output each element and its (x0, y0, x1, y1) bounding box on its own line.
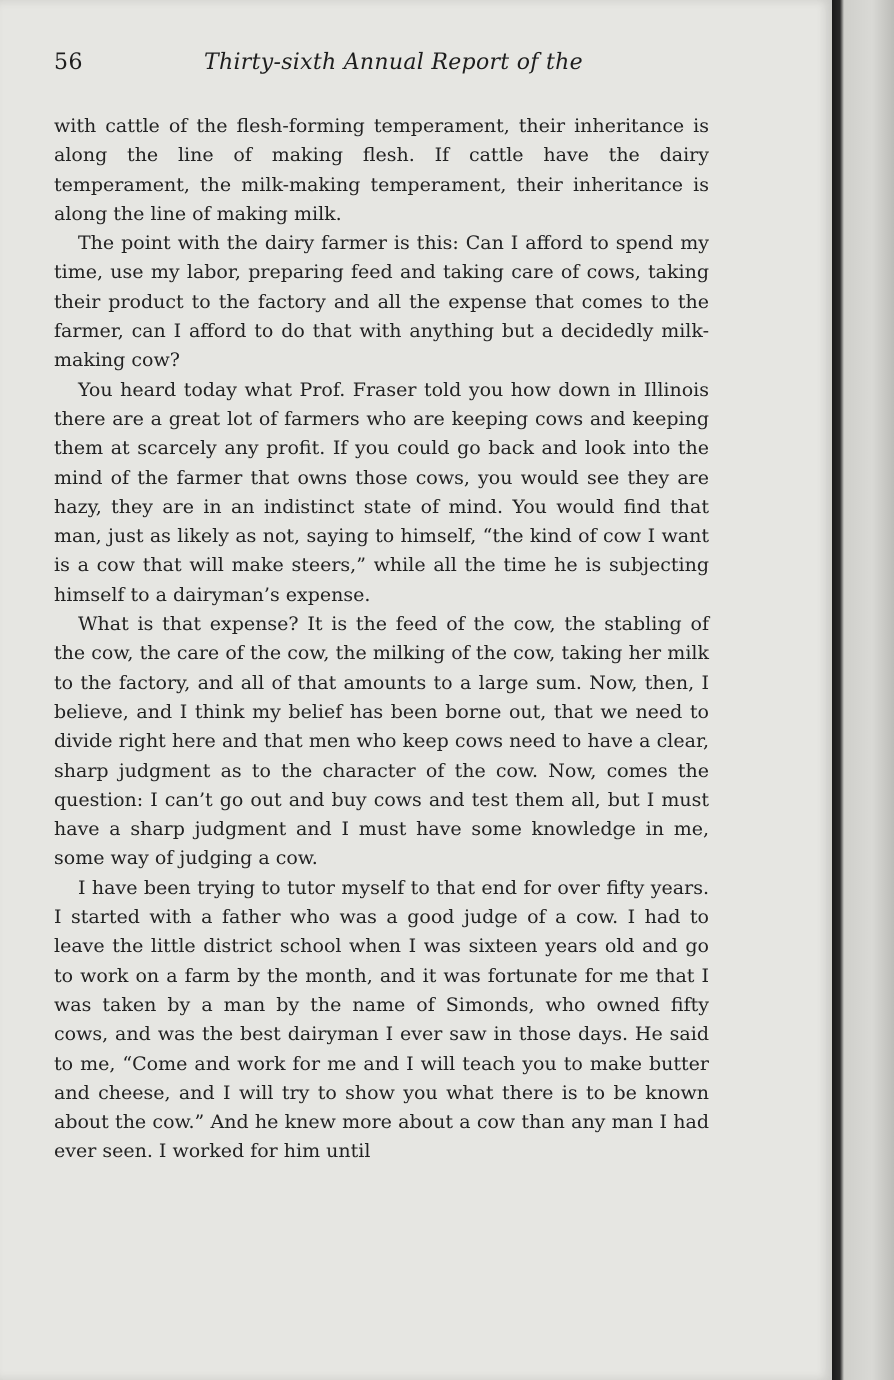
paragraph: You heard today what Prof. Fraser told you how down in Illinois there are a great lot of farmers who are keeping cows and keeping them at scarcely any profit. If you could go back and look into the mind of the farmer that owns those cows, you would see they are hazy, they are in an indistinct state of mind. You would find that man, just as likely as not, saying to himself, “the kind of cow I want is a cow that will make steers,” while all the time he is subjecting himself to a dairyman’s expense. (54, 378, 709, 606)
paragraph: What is that expense? It is the feed of the cow, the stabling of the cow, the care of the cow, the milking of the cow, taking her milk to the factory, and all of that amounts to a large sum. Now, then, I believe, and I think my belief has been borne out, that we need to divide right here and that men who keep cows need to have a clear, sharp judgment as to the character of the cow. Now, comes the question: I can’t go out and buy cows and test them all, but I must have a sharp judgment and I must have some knowledge in me, some way of judging a cow. (54, 613, 709, 870)
paragraph: with cattle of the flesh-forming temperament, their inheritance is along the line of making flesh. If cattle have the dairy temperament, the milk-making temperament, their inheritance is along the line of making milk. (54, 115, 709, 225)
page-number: 56 (54, 50, 83, 75)
adjacent-page-edge (832, 0, 894, 1380)
paragraph: The point with the dairy farmer is this: Can I afford to spend my time, use my labor, preparing feed and taking care of cows, taking their product to the factory and all the expense that comes to the farmer, can I afford to do that with anything but a decidedly milk-making cow? (54, 232, 709, 372)
page-header (54, 50, 714, 90)
body-text (54, 112, 709, 1167)
running-title: Thirty-sixth Annual Report of the (204, 50, 583, 75)
paragraph: I have been trying to tutor myself to that end for over fifty years. I started with a father who was a good judge of a cow. I had to leave the little district school when I was sixteen years old and go to work on a farm by the month, and it was fortunate for me that I was taken by a man by the name of Simonds, who owned fifty cows, and was the best dairyman I ever saw in those days. He said to me, “Come and work for me and I will teach you to make butter and cheese, and I will try to show you what there is to be known about the cow.” And he knew more about a cow than any man I had ever seen. I worked for him until (54, 876, 709, 1163)
